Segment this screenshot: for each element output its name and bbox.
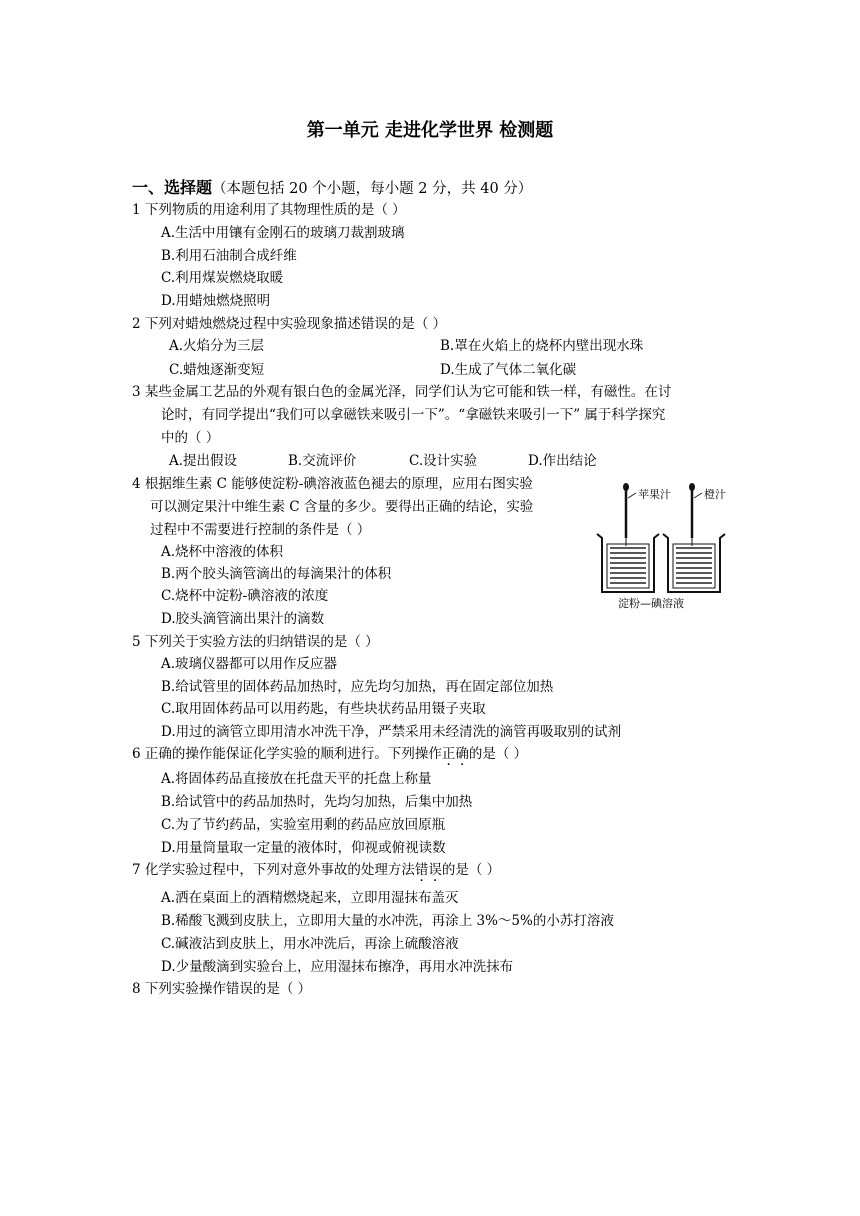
question-7-stem — [132, 858, 500, 878]
question-2-option-c: C.蜡烛逐渐变短 — [169, 362, 265, 378]
question-2-option-d: D.生成了气体二氧化碳 — [440, 362, 577, 378]
question-3-stem-line-2: 论时，有同学提出“我们可以拿磁铁来吸引一下”。“拿磁铁来吸引一下” 属于科学探究 — [161, 407, 666, 423]
section-note: （本题包括 20 个小题，每小题 2 分，共 40 分） — [212, 181, 533, 197]
question-3-option-c: C.设计实验 — [409, 453, 478, 469]
question-8-stem: 8 下列实验操作错误的是（ ） — [132, 981, 312, 997]
question-4-option-d: D.胶头滴管滴出果汁的滴数 — [161, 611, 325, 627]
question-3-stem-line-3: 中的（ ） — [161, 430, 220, 446]
question-6-option-b: B.给试管中的药品加热时，先均匀加热，后集中加热 — [161, 794, 473, 810]
page-title: 第一单元 走进化学世界 检测题 — [306, 120, 554, 141]
question-3-stem-line-1: 3 某些金属工艺品的外观有银白色的金属光泽，同学们认为它可能和铁一样，有磁性。在讨 — [132, 384, 672, 400]
dropper-beaker-figure — [594, 480, 734, 610]
question-4-option-a: A.烧杯中溶液的体积 — [161, 544, 284, 560]
question-5-stem: 5 下列关于实验方法的归纳错误的是（ ） — [132, 634, 379, 650]
question-1-option-b: B.利用石油制合成纤维 — [161, 248, 297, 264]
question-2-stem: 2 下列对蜡烛燃烧过程中实验现象描述错误的是（ ） — [132, 316, 447, 332]
question-4-option-b: B.两个胶头滴管滴出的每滴果汁的体积 — [161, 566, 392, 582]
question-7-option-d: D.少量酸滴到实验台上，应用湿抹布擦净，再用水冲洗抹布 — [161, 959, 514, 975]
question-4-stem-line-2: 可以测定果汁中维生素 C 含量的多少。要得出正确的结论，实验 — [150, 499, 534, 515]
question-6-stem-tail: 的是（ ） — [468, 746, 528, 762]
question-3-option-b: B.交流评价 — [288, 453, 357, 469]
figure-caption: 淀粉—碘溶液 — [618, 597, 684, 610]
question-4-option-c: C.烧杯中淀粉-碘溶液的浓度 — [161, 588, 329, 604]
question-1-stem: 1 下列物质的用途利用了其物理性质的是（ ） — [132, 202, 406, 218]
question-4-stem-line-3: 过程中不需要进行控制的条件是（ ） — [150, 522, 371, 538]
question-4-stem-line-1: 4 根据维生素 C 能够使淀粉-碘溶液蓝色褪去的原理，应用右图实验 — [132, 476, 533, 492]
label-apple-juice: 苹果汁 — [638, 488, 671, 501]
question-2-option-b: B.罩在火焰上的烧杯内壁出现水珠 — [440, 338, 644, 354]
emphasis-char: 正 — [441, 746, 456, 762]
question-7-stem-text: 7 化学实验过程中，下列对意外事故的处理方法 — [132, 862, 415, 878]
question-1-option-a: A.生活中用镶有金刚石的玻璃刀裁割玻璃 — [161, 225, 405, 241]
question-6-stem — [132, 742, 527, 762]
label-orange-juice: 橙汁 — [704, 488, 726, 501]
question-7-option-c: C.碱液沾到皮肤上，用水冲洗后，再涂上硫酸溶液 — [161, 936, 459, 952]
question-3-option-d: D.作出结论 — [528, 453, 597, 469]
question-6-stem-text: 6 正确的操作能保证化学实验的顺利进行。下列操作 — [132, 746, 442, 762]
emphasis-char: 误 — [428, 862, 442, 878]
right-dropper-icon — [689, 483, 702, 546]
question-7-stem-tail: 的是（ ） — [441, 862, 501, 878]
right-beaker-icon — [663, 534, 725, 592]
left-beaker-icon — [597, 534, 659, 592]
question-5-option-d: D.用过的滴管立即用清水冲洗干净，严禁采用未经清洗的滴管再吸取别的试剂 — [161, 724, 622, 740]
question-3-option-a: A.提出假设 — [169, 453, 238, 469]
section-heading — [132, 175, 532, 198]
emphasis-char: 错 — [414, 862, 429, 878]
section-title: 一、选择题 — [132, 178, 213, 197]
question-2-option-a: A.火焰分为三层 — [169, 338, 265, 354]
left-dropper-icon — [623, 483, 636, 546]
question-6-option-d: D.用量筒量取一定量的液体时，仰视或俯视读数 — [161, 840, 446, 856]
question-1-option-c: C.利用煤炭燃烧取暖 — [161, 270, 284, 286]
question-6-option-a: A.将固体药品直接放在托盘天平的托盘上称量 — [161, 771, 432, 787]
question-5-option-a: A.玻璃仪器都可以用作反应器 — [161, 656, 338, 672]
question-5-option-c: C.取用固体药品可以用药匙，有些块状药品用镊子夹取 — [161, 701, 486, 717]
question-1-option-d: D.用蜡烛燃烧照明 — [161, 293, 271, 309]
emphasis-char: 确 — [455, 746, 469, 762]
question-5-option-b: B.给试管里的固体药品加热时，应先均匀加热，再在固定部位加热 — [161, 679, 554, 695]
question-7-option-b: B.稀酸飞溅到皮肤上，立即用大量的水冲洗，再涂上 3%～5%的小苏打溶液 — [161, 913, 614, 929]
question-7-option-a: A.洒在桌面上的酒精燃烧起来，立即用湿抹布盖灭 — [161, 890, 459, 906]
question-6-option-c: C.为了节约药品，实验室用剩的药品应放回原瓶 — [161, 817, 446, 833]
